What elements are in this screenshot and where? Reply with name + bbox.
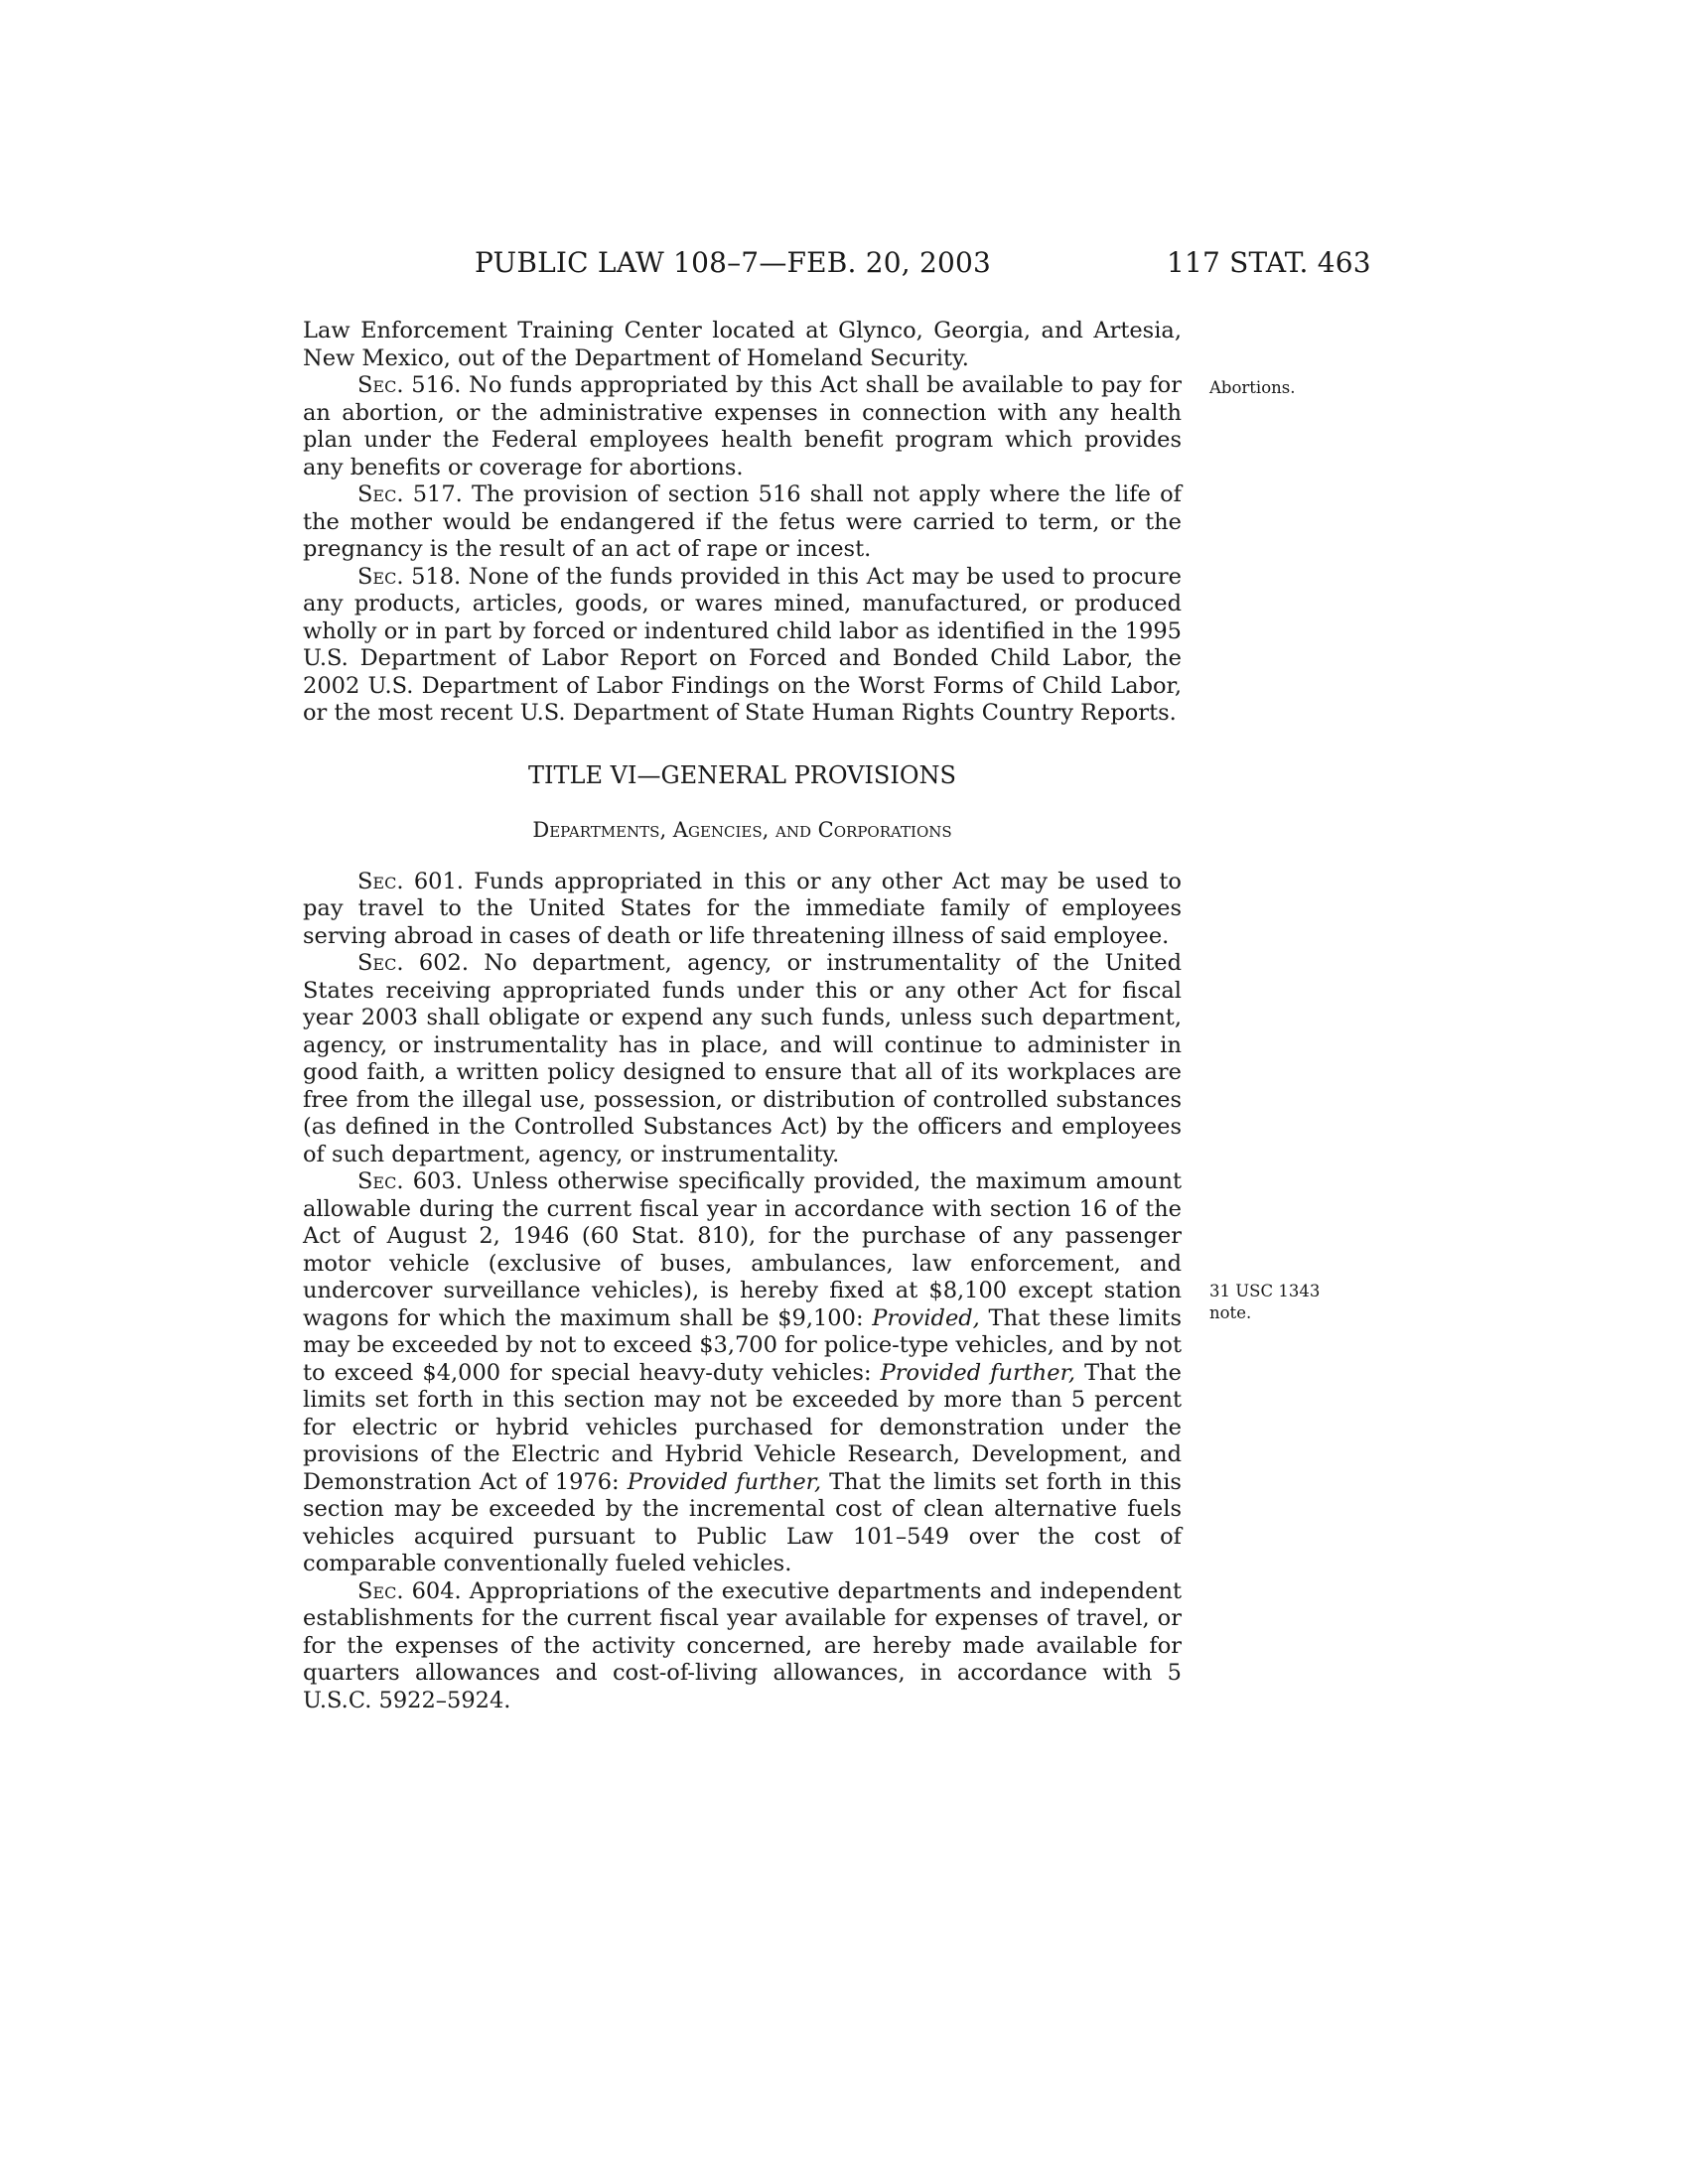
section-label: Sec. 601. [357,868,464,894]
section-label: Sec. 516. [357,372,462,398]
section-label: Sec. 518. [357,563,462,590]
section-601 [303,869,1182,951]
section-603 [303,1168,1182,1578]
section-text: Appropriations of the executive departments and independent establishments for the current fiscal year available for expenses of travel, or for the expenses of the activity concerned, are hereby made available for quarters allowances and cost-of-living allowances, in accordance with 5 U.S.C. 5922–5924. [303,1577,1182,1713]
section-text: No department, agency, or instrumentality of the United States receiving appropriated funds under this or any other Act for fiscal year 2003 shall obligate or expend any such funds, unless such department, agency, or instrumentality has in place, and will continue to administer in good faith, a written policy designed to ensure that all of its workplaces are free from the illegal use, possession, or distribution of controlled substances (as defined in the Controlled Substances Act) by the officers and employees of such department, agency, or instrumentality. [303,950,1182,1167]
section-text: That the limits set forth in this section may be exceeded by the incremental cost of clean alternative fuels vehicles acquired pursuant to Public Law 101–549 over the cost of comparable conventionally fueled vehicles. [303,1468,1182,1576]
section-text: No funds appropriated by this Act shall be available to pay for an abortion, or the administrative expenses in connection with any health plan under the Federal employees health benefit program which provides any benefits or coverage for abortions. [303,372,1182,480]
section-label: Sec. 602. [357,950,469,976]
section-text: The provision of section 516 shall not apply where the life of the mother would be endangered if the fetus were carried to term, or the pregnancy is the result of an act of rape or incest. [303,481,1182,562]
proviso-italic: Provided further, [880,1359,1076,1386]
subtitle-heading: Departments, Agencies, and Corporations [532,817,952,842]
margin-note-abortions: Abortions. [1209,378,1296,397]
section-text: None of the funds provided in this Act may be used to procure any products, articles, goods, or wares mined, manufactured, or produced wholly or in part by forced or indentured child labor as identified in the 1995 U.S. Department of Labor Report on Forced and Bonded Child Labor, the 2002 U.S. Department of Labor Findings on the Worst Forms of Child Labor, or the most recent U.S. Department of State Human Rights Country Reports. [303,563,1182,726]
section-518 [303,564,1182,728]
page-header [0,246,1688,286]
section-text: That the limits set forth in this section may not be exceeded by more than 5 percent for electric or hybrid vehicles purchased for demonstration under the provisions of the Electric and Hybrid Vehicle Research, Development, and Demonstration Act of 1976: [303,1359,1183,1495]
section-516 [303,372,1182,481]
section-label: Sec. 604. [357,1577,462,1604]
continuation-paragraph: Law Enforcement Training Center located at Glynco, Georgia, and Artesia, New Mexico, out of the Department of Homeland Security. [303,318,1182,371]
section-604 [303,1578,1182,1715]
margin-note-usc-line: note. [1209,1303,1252,1322]
section-517 [303,481,1182,564]
title-heading: TITLE VI—GENERAL PROVISIONS [528,760,956,789]
section-label: Sec. 517. [357,481,463,507]
section-602 [303,950,1182,1168]
margin-note-usc-line: 31 USC 1343 [1209,1282,1321,1300]
proviso-italic: Provided further, [627,1468,822,1495]
section-label: Sec. 603. [357,1168,463,1194]
header-title: PUBLIC LAW 108–7—FEB. 20, 2003 [475,246,992,279]
section-text: Unless otherwise specifically provided, the maximum amount allowable during the current fiscal year in accordance with section 16 of the Act of August 2, 1946 (60 Stat. 810), for the purchase of any passenger motor vehicle (exclusive of buses, ambulances, law enforcement, and undercover surveillance vehicles), is hereby fixed at $8,100 except station wagons for which the maximum shall be $9,100: [303,1168,1182,1331]
page-body [303,318,1182,1714]
section-text: That these limits may be exceeded by not to exceed $3,700 for police-type vehicles, and by not to exceed $4,000 for special heavy-duty vehicles: [303,1304,1182,1386]
proviso-italic: Provided, [872,1304,980,1331]
header-stat-citation: 117 STAT. 463 [1167,246,1371,279]
margin-note-usc [1209,1281,1358,1324]
section-text: Funds appropriated in this or any other Act may be used to pay travel to the United States for the immediate family of employees serving abroad in cases of death or life threatening illness of said employee. [303,868,1182,949]
